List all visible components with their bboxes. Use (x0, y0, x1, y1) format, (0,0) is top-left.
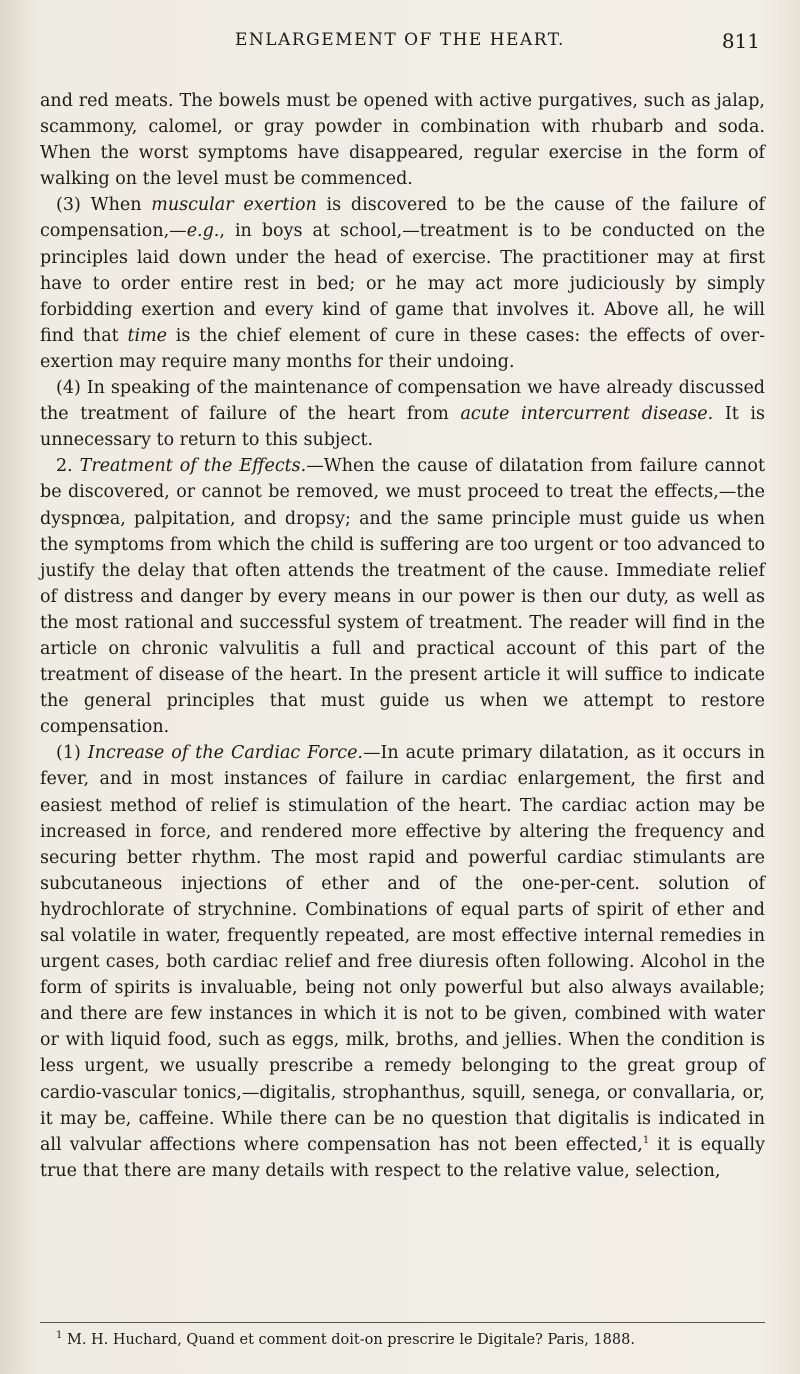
italic-text: muscular exertion (151, 195, 317, 216)
paragraph (40, 375, 765, 453)
footnote-text: M. H. Huchard, Quand et comment doit-on prescrire le Digitale? Paris, 1888. (66, 1332, 635, 1348)
footnote (56, 1331, 765, 1349)
italic-text: time (127, 325, 168, 346)
footnote-reference: 1 (642, 1134, 650, 1146)
italic-text: Increase of the Cardiac Force. (87, 743, 363, 764)
italic-text: e.g. (186, 221, 220, 242)
text-run: 2. (56, 456, 80, 477)
text-run: (3) When (56, 195, 152, 216)
footnote-divider (40, 1322, 765, 1323)
text-run: (1) (56, 743, 88, 764)
body-text (40, 88, 765, 1184)
text-run: (4) In speaking of the maintenance of compensation we have already discussed the treatment of failure of the heart from (40, 378, 765, 425)
text-run: is discovered to be the cause of the failure of compensation,— (40, 195, 765, 242)
running-head-title: ENLARGEMENT OF THE HEART. (235, 30, 565, 50)
text-run: —In acute primary dilatation, as it occurs in fever, and in most instances of failure in cardiac enlargement, the first and easiest method of relief is stimulation of the heart. The cardiac action may be increased in force, and rendered more effective by altering the frequency and securing better rhythm. The most rapid and powerful cardiac stimulants are subcutaneous injections of ether and of the one-per-cent. solution of hydrochlorate of strychnine. Combinations of equal parts of spirit of ether and sal volatile in water, frequently repeated, are most effective internal remedies in urgent cases, both cardiac relief and free diuresis often following. Alcohol in the form of spirits is invaluable, being not only powerful but also always available; and there are few instances in which it is not to be given, combined with water or with liquid food, such as eggs, milk, broths, and jellies. When the condition is less urgent, we usually prescribe a remedy belonging to the great group of cardio-vascular tonics,—digitalis, strophanthus, squill, senega, or convallaria, or, it may be, caffeine. While there can be no question that digitalis is indicated in all valvular affections where compensation has not been effected, (40, 743, 766, 1155)
text-run: is the chief element of cure in these cases: the effects of over-exertion may require many months for their undoing. (40, 325, 765, 372)
text-run: and red meats. The bowels must be opened with active purgatives, such as jalap, scammony, calomel, or gray powder in combination with rhubarb and soda. When the worst symptoms have disappeared, regular exercise in the form of walking on the level must be commenced. (40, 91, 765, 190)
paragraph (40, 88, 765, 192)
paragraph (40, 740, 765, 1184)
text-run: , in boys at school,—treatment is to be conducted on the principles laid down under the head of exercise. The practitioner may at first have to order entire rest in bed; or he may act more judiciously by simply forbidding exertion and every kind of game that involves it. Above all, he will find that (40, 221, 765, 346)
italic-text: acute intercurrent disease. (460, 404, 714, 425)
text-run: —When the cause of dilatation from failure cannot be discovered, or cannot be removed, we must proceed to treat the effects,—the dyspnœa, palpitation, and dropsy; and the same principle must guide us when the symptoms from which the child is suffering are too urgent or too advanced to justify the delay that often attends the treatment of the cause. Immediate relief of distress and danger by every means in our power is then our duty, as well as the most rational and successful system of treatment. The reader will find in the article on chronic valvulitis a full and practical account of this part of the treatment of disease of the heart. In the present article it will suffice to indicate the general principles that must guide us when we attempt to restore compensation. (40, 456, 765, 738)
footnote-marker: 1 (56, 1330, 63, 1342)
text-run: It is unnecessary to return to this subject. (40, 404, 766, 451)
running-head (40, 30, 760, 60)
paragraph (40, 453, 765, 740)
page-number: 811 (721, 29, 760, 53)
text-run: it is equally true that there are many details with respect to the relative value, selection, (40, 1134, 765, 1181)
italic-text: Treatment of the Effects. (79, 456, 307, 477)
paragraph (40, 192, 765, 375)
